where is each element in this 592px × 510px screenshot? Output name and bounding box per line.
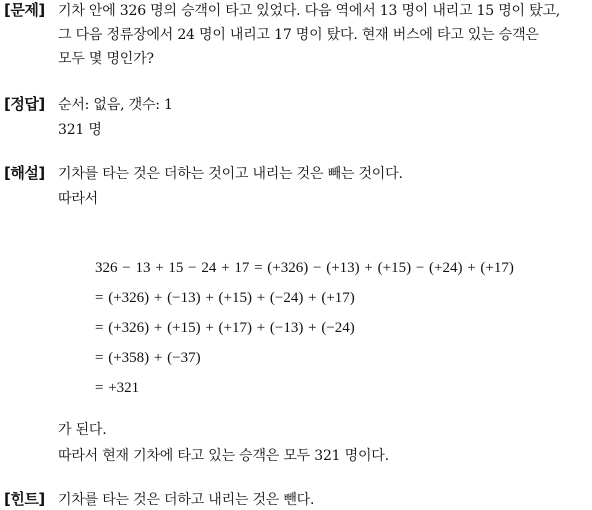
answer-line-1: 순서: 없음, 갯수: 1 xyxy=(58,97,173,113)
problem-line-2: 그 다음 정류장에서 24 명이 내리고 17 명이 탔다. 현재 버스에 타고 있는 승객은 xyxy=(58,27,539,43)
problem-line-1: 기차 안에 326 명의 승객이 타고 있었다. 다음 역에서 13 명이 내리고 15 명이 탔고, xyxy=(58,3,561,19)
conclusion-line-1: 가 된다. xyxy=(58,422,107,438)
hint-line-1: 기차를 타는 것은 더하고 내리는 것은 뺀다. xyxy=(58,492,315,508)
math-line-3: = (+326) + (+15) + (+17) + (−13) + (−24) xyxy=(95,320,355,336)
math-line-4: = (+358) + (−37) xyxy=(95,350,201,366)
problem-label: [문제] xyxy=(4,1,45,19)
hint-label: [힌트] xyxy=(4,490,45,508)
problem-line-3: 모두 몇 명인가? xyxy=(58,51,154,67)
explanation-line-1: 기차를 타는 것은 더하는 것이고 내리는 것은 빼는 것이다. xyxy=(58,166,403,182)
explanation-line-2: 따라서 xyxy=(58,191,98,207)
answer-line-2: 321 명 xyxy=(58,122,102,138)
math-line-2: = (+326) + (−13) + (+15) + (−24) + (+17) xyxy=(95,290,355,306)
answer-label: [정답] xyxy=(4,95,45,113)
math-line-5: = +321 xyxy=(95,380,140,396)
conclusion-line-2: 따라서 현재 기차에 타고 있는 승객은 모두 321 명이다. xyxy=(58,448,389,464)
math-line-1: 326 − 13 + 15 − 24 + 17 = (+326) − (+13) + (+15) − (+24) + (+17) xyxy=(95,260,514,276)
explanation-label: [해설] xyxy=(4,164,45,182)
